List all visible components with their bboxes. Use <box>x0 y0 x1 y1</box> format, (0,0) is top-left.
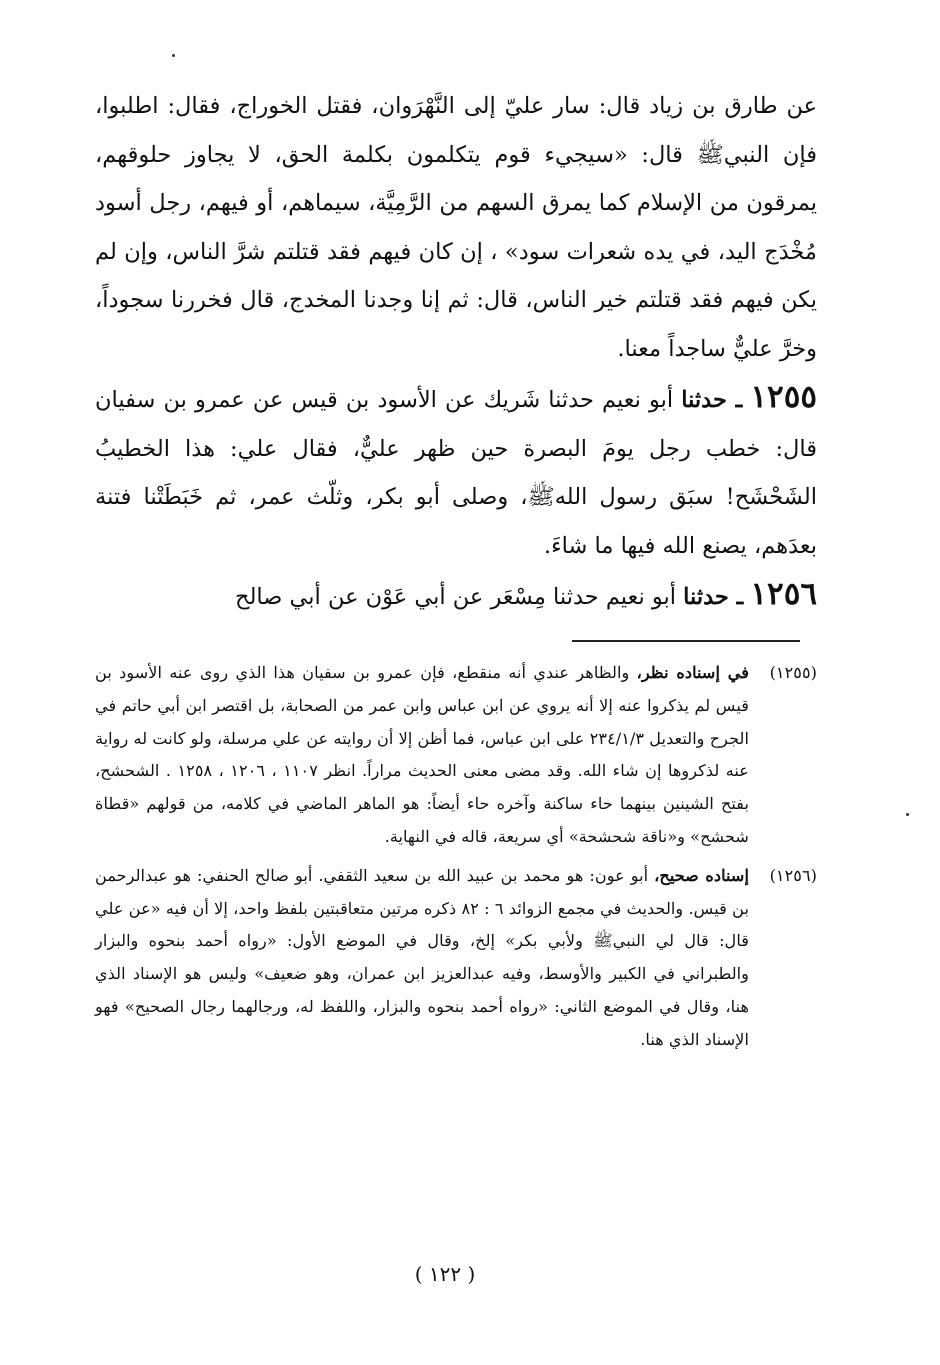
hadith-number: ١٢٥٦ <box>750 576 817 612</box>
hadith-heading: ـ حدثنا <box>681 387 743 413</box>
footnote-1256 <box>95 860 817 1057</box>
footnote-text: أبو عون: هو محمد بن عبيد الله بن سعيد الثقفي. أبو صالح الحنفي: هو عبدالرحمن بن قيس. والحديث في مجمع الزوائد ٦ : ٨٢ ذكره مرتين متعاقبتين بلفظ واحد، إلا أن فيه «عن علي قال: قال لي النبيﷺ ولأبي بكر» إلخ، وقال في الموضع الأول: «رواه أحمد بنحوه والبزار والطبراني في الكبير والأوسط، وفيه عبدالعزيز ابن عمران، وهو ضعيف» وليس هو الإسناد الذي هنا، وقال في الموضع الثاني: «رواه أحمد بنحوه والبزار، واللفظ له، ورجالهما رجال الصحيح» فهو الإسناد الذي هنا. <box>95 865 749 1049</box>
footnote-lead: إسناده صحيح، <box>654 865 749 885</box>
page-number: ( ١٢٢ ) <box>414 1262 476 1286</box>
hadith-text: أبو نعيم حدثنا شَريك عن الأسود بن قيس عن عمرو بن سفيان قال: خطب رجل يومَ البصرة حين ظهر عليٌّ، فقال علي: هذا الخطيبُ الشَحْشَح! سبَق رسول اللهﷺ، وصلى أبو بكر، وثلّث عمر، ثم خَبَطَتْنا فتنة بعدَهم، يصنع الله فيها ما شاءَ. <box>95 387 817 559</box>
hadith-1256 <box>95 570 817 622</box>
footnotes <box>95 657 817 1063</box>
footnote-number: (١٢٥٥) <box>769 663 817 682</box>
footnote-1255 <box>95 657 817 854</box>
scan-speck <box>906 813 909 816</box>
footnote-divider <box>572 640 800 642</box>
footnote-lead: في إسناده نظر، <box>636 663 749 682</box>
hadith-text: أبو نعيم حدثنا مِسْعَر عن أبي عَوْن عن أبي صالح <box>235 584 677 610</box>
scan-speck <box>172 54 175 57</box>
hadith-heading: ـ حدثنا <box>683 584 744 610</box>
footnote-number: (١٢٥٦) <box>769 865 817 885</box>
main-text <box>95 82 817 622</box>
hadith-number: ١٢٥٥ <box>750 379 817 415</box>
footnote-text: والظاهر عندي أنه منقطع، فإن عمرو بن سفيان هذا الذي روى عنه الأسود بن قيس لم يذكروا عنه إلا أنه يروي عن ابن عباس وابن عمر من الصحابة، بل اقتصر ابن أبي حاتم في الجرح والتعديل ٢٣٤/١/٣ على ابن عباس، فما أظن إلا أن روايته عن علي مرسلة، ولو كانت له رواية عنه لذكروها إن شاء الله. وقد مضى معنى الحديث مراراً. انظر ١١٠٧ ، ١٢٠٦ ، ١٢٥٨ . الشحشح، بفتح الشينين بينهما حاء ساكنة وآخره حاء أيضاً: هو الماهر الماضي في كلامه، من قولهم «قطاة شحشح» و«ناقة شحشحة» أي سريعة، قاله في النهاية. <box>95 663 749 846</box>
hadith-1255 <box>95 373 817 570</box>
hadith-continuation-paragraph: عن طارق بن زياد قال: سار عليّ إلى النَّهْرَوان، فقتل الخوراج، فقال: اطلبوا، فإن النبيﷺ قال: «سيجيء قوم يتكلمون بكلمة الحق، لا يجاوز حلوقهم، يمرقون من الإسلام كما يمرق السهم من الرَّمِيَّة، سيماهم، أو فيهم، رجل أسود مُخْدَج اليد، في يده شعرات سود» ، إن كان فيهم فقد قتلتم شرَّ الناس، وإن لم يكن فيهم فقد قتلتم خير الناس، قال: ثم إنا وجدنا المخدج، قال فخررنا سجوداً، وخرَّ عليٌّ ساجداً معنا. <box>95 93 817 362</box>
